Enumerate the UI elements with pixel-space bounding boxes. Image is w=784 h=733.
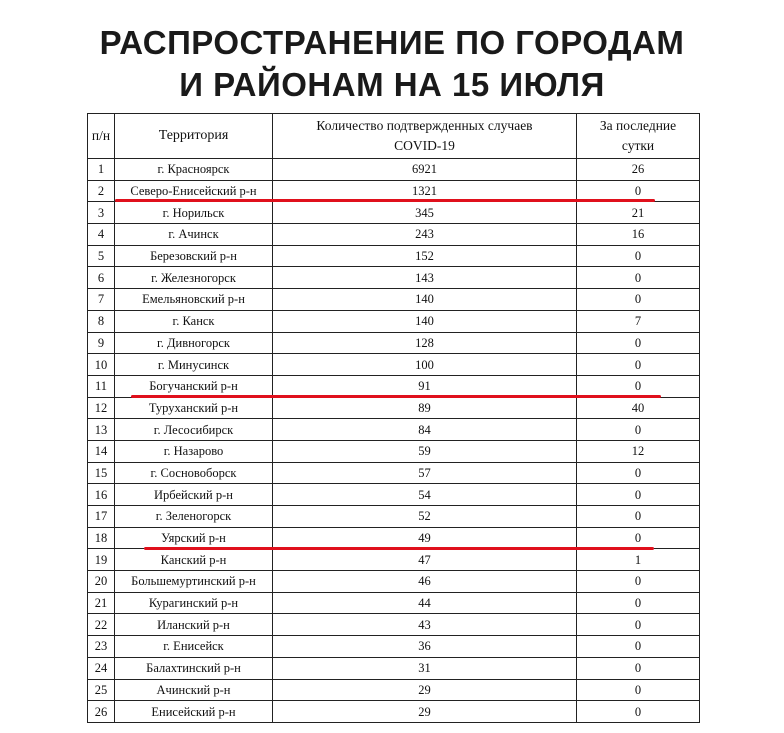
header-confirmed bbox=[273, 114, 577, 159]
cell-num: 3 bbox=[88, 202, 115, 224]
cell-last-day: 7 bbox=[577, 310, 700, 332]
cell-territory: Енисейский р-н bbox=[115, 701, 273, 723]
table-body bbox=[88, 159, 700, 723]
table-row bbox=[88, 484, 700, 506]
cell-territory: Северо-Енисейский р-н bbox=[115, 180, 273, 202]
cell-territory: г. Ачинск bbox=[115, 224, 273, 246]
cell-num: 22 bbox=[88, 614, 115, 636]
header-territory: Территория bbox=[115, 114, 273, 159]
cell-total: 29 bbox=[273, 701, 577, 723]
cell-total: 57 bbox=[273, 462, 577, 484]
cell-territory: г. Сосновоборск bbox=[115, 462, 273, 484]
cell-num: 1 bbox=[88, 159, 115, 181]
header-last-day-line1: За последние bbox=[599, 118, 677, 133]
cell-num: 10 bbox=[88, 354, 115, 376]
cell-total: 1321 bbox=[273, 180, 577, 202]
title-line-1: РАСПРОСТРАНЕНИЕ ПО ГОРОДАМ bbox=[99, 24, 685, 61]
table-row bbox=[88, 375, 700, 397]
cell-num: 6 bbox=[88, 267, 115, 289]
cell-num: 24 bbox=[88, 657, 115, 679]
cell-last-day: 21 bbox=[577, 202, 700, 224]
cell-num: 12 bbox=[88, 397, 115, 419]
cell-num: 15 bbox=[88, 462, 115, 484]
cell-total: 43 bbox=[273, 614, 577, 636]
table-row bbox=[88, 202, 700, 224]
cell-num: 20 bbox=[88, 571, 115, 593]
cell-num: 14 bbox=[88, 440, 115, 462]
cell-last-day: 0 bbox=[577, 375, 700, 397]
cell-total: 44 bbox=[273, 592, 577, 614]
cell-last-day: 0 bbox=[577, 614, 700, 636]
cell-total: 46 bbox=[273, 571, 577, 593]
cell-num: 2 bbox=[88, 180, 115, 202]
table-row bbox=[88, 354, 700, 376]
table-row bbox=[88, 527, 700, 549]
cell-territory: Туруханский р-н bbox=[115, 397, 273, 419]
table-row bbox=[88, 462, 700, 484]
covid-cases-table bbox=[87, 113, 700, 723]
cell-num: 11 bbox=[88, 375, 115, 397]
highlight-line-row-2 bbox=[115, 199, 655, 202]
cell-total: 100 bbox=[273, 354, 577, 376]
cell-num: 25 bbox=[88, 679, 115, 701]
page-title bbox=[0, 22, 784, 106]
header-confirmed-line2: COVID-19 bbox=[394, 138, 455, 153]
table-row bbox=[88, 289, 700, 311]
table-row bbox=[88, 679, 700, 701]
cell-total: 128 bbox=[273, 332, 577, 354]
cell-last-day: 0 bbox=[577, 419, 700, 441]
table-row bbox=[88, 571, 700, 593]
cell-territory: г. Дивногорск bbox=[115, 332, 273, 354]
table-row bbox=[88, 224, 700, 246]
cell-num: 5 bbox=[88, 245, 115, 267]
cell-last-day: 0 bbox=[577, 267, 700, 289]
cell-last-day: 16 bbox=[577, 224, 700, 246]
cell-territory: г. Минусинск bbox=[115, 354, 273, 376]
cell-last-day: 0 bbox=[577, 462, 700, 484]
table-row bbox=[88, 159, 700, 181]
cell-last-day: 0 bbox=[577, 527, 700, 549]
cell-territory: г. Красноярск bbox=[115, 159, 273, 181]
cell-territory: г. Железногорск bbox=[115, 267, 273, 289]
cell-territory: г. Лесосибирск bbox=[115, 419, 273, 441]
cell-total: 47 bbox=[273, 549, 577, 571]
table-row bbox=[88, 267, 700, 289]
cell-num: 23 bbox=[88, 636, 115, 658]
cell-territory: г. Зеленогорск bbox=[115, 506, 273, 528]
table-row bbox=[88, 397, 700, 419]
header-num: п/н bbox=[88, 114, 115, 159]
cell-num: 7 bbox=[88, 289, 115, 311]
cell-last-day: 26 bbox=[577, 159, 700, 181]
cell-territory: г. Норильск bbox=[115, 202, 273, 224]
table-row bbox=[88, 614, 700, 636]
highlight-line-row-11 bbox=[131, 395, 661, 398]
cell-territory: Большемуртинский р-н bbox=[115, 571, 273, 593]
title-line-2: И РАЙОНАМ НА 15 ИЮЛЯ bbox=[179, 66, 605, 103]
table-row bbox=[88, 636, 700, 658]
cell-num: 19 bbox=[88, 549, 115, 571]
cell-total: 6921 bbox=[273, 159, 577, 181]
cell-total: 31 bbox=[273, 657, 577, 679]
cell-num: 16 bbox=[88, 484, 115, 506]
cell-total: 152 bbox=[273, 245, 577, 267]
cell-last-day: 0 bbox=[577, 592, 700, 614]
table-row bbox=[88, 701, 700, 723]
cell-total: 91 bbox=[273, 375, 577, 397]
table-row bbox=[88, 419, 700, 441]
cell-last-day: 0 bbox=[577, 289, 700, 311]
header-last-day-line2: сутки bbox=[621, 138, 655, 153]
cell-total: 243 bbox=[273, 224, 577, 246]
cell-last-day: 0 bbox=[577, 180, 700, 202]
table-row bbox=[88, 332, 700, 354]
cell-total: 59 bbox=[273, 440, 577, 462]
cell-territory: Уярский р-н bbox=[115, 527, 273, 549]
table-row bbox=[88, 245, 700, 267]
cell-territory: Ирбейский р-н bbox=[115, 484, 273, 506]
cell-last-day: 0 bbox=[577, 245, 700, 267]
table-row bbox=[88, 592, 700, 614]
cell-last-day: 0 bbox=[577, 657, 700, 679]
cell-territory: Канский р-н bbox=[115, 549, 273, 571]
cell-territory: Березовский р-н bbox=[115, 245, 273, 267]
cell-territory: Богучанский р-н bbox=[115, 375, 273, 397]
cell-num: 26 bbox=[88, 701, 115, 723]
cell-num: 21 bbox=[88, 592, 115, 614]
cell-last-day: 0 bbox=[577, 571, 700, 593]
cell-last-day: 40 bbox=[577, 397, 700, 419]
cell-total: 36 bbox=[273, 636, 577, 658]
cell-num: 4 bbox=[88, 224, 115, 246]
cell-last-day: 0 bbox=[577, 484, 700, 506]
cell-territory: Емельяновский р-н bbox=[115, 289, 273, 311]
table-row bbox=[88, 506, 700, 528]
cell-last-day: 0 bbox=[577, 679, 700, 701]
cell-territory: г. Назарово bbox=[115, 440, 273, 462]
cell-last-day: 1 bbox=[577, 549, 700, 571]
table-row bbox=[88, 549, 700, 571]
cell-territory: г. Енисейск bbox=[115, 636, 273, 658]
cell-last-day: 12 bbox=[577, 440, 700, 462]
cell-total: 52 bbox=[273, 506, 577, 528]
cell-territory: Балахтинский р-н bbox=[115, 657, 273, 679]
cell-total: 345 bbox=[273, 202, 577, 224]
header-confirmed-line1: Количество подтвержденных случаев bbox=[316, 118, 533, 133]
cell-num: 8 bbox=[88, 310, 115, 332]
cell-num: 17 bbox=[88, 506, 115, 528]
cell-last-day: 0 bbox=[577, 701, 700, 723]
cell-last-day: 0 bbox=[577, 506, 700, 528]
table-header-row bbox=[88, 114, 700, 159]
cell-total: 49 bbox=[273, 527, 577, 549]
highlight-line-row-18 bbox=[144, 547, 654, 550]
table-row bbox=[88, 440, 700, 462]
cell-last-day: 0 bbox=[577, 354, 700, 376]
cell-total: 84 bbox=[273, 419, 577, 441]
cell-total: 140 bbox=[273, 289, 577, 311]
cell-territory: Ачинский р-н bbox=[115, 679, 273, 701]
table-row bbox=[88, 657, 700, 679]
cell-total: 143 bbox=[273, 267, 577, 289]
cell-total: 140 bbox=[273, 310, 577, 332]
cell-total: 29 bbox=[273, 679, 577, 701]
cell-territory: Курагинский р-н bbox=[115, 592, 273, 614]
cell-num: 9 bbox=[88, 332, 115, 354]
cell-last-day: 0 bbox=[577, 332, 700, 354]
header-last-day bbox=[577, 114, 700, 159]
cell-num: 18 bbox=[88, 527, 115, 549]
cell-territory: г. Канск bbox=[115, 310, 273, 332]
cell-total: 54 bbox=[273, 484, 577, 506]
table-row bbox=[88, 310, 700, 332]
cell-last-day: 0 bbox=[577, 636, 700, 658]
cell-territory: Иланский р-н bbox=[115, 614, 273, 636]
cell-total: 89 bbox=[273, 397, 577, 419]
cell-num: 13 bbox=[88, 419, 115, 441]
